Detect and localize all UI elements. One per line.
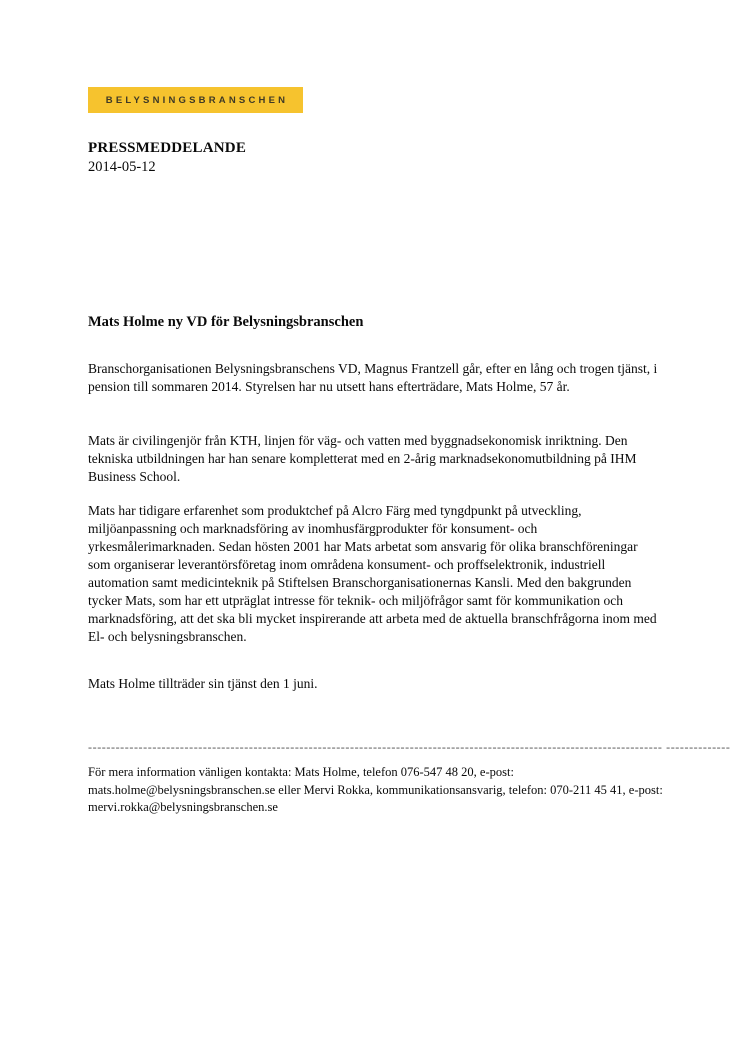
headline: Mats Holme ny VD för Belysningsbranschen <box>88 314 364 330</box>
contact-info: För mera information vänligen kontakta: Mats Holme, telefon 076-547 48 20, e-post: mats.holme@belysningsbranschen.se eller Mervi Rokka, kommunikationsansvarig, telefon: 070-211 45 41, e-post: mervi.rokka@belysningsbranschen.se <box>88 765 663 814</box>
doc-type-label: PRESSMEDDELANDE <box>88 140 247 156</box>
logo-badge <box>88 87 303 113</box>
paragraph-background: Mats har tidigare erfarenhet som produktchef på Alcro Färg med tyngdpunkt på utveckling, miljöanpassning och marknadsföring av inomhusfärgprodukter för konsument- och yrkesmålerimarknaden. Sedan hösten 2001 har Mats arbetat som ansvarig för olika branschföreningar som organiserar leverantörsföretag inom områdena konsument- och proffselektronik, industriell automation samt medicinteknik på Stiftelsen Branschorganisationernas Kansli. Med den bakgrunden tycker Mats, som har ett utpräglat intresse för teknik- och miljöfrågor samt för kommunikation och marknadsföring, att det ska bli mycket inspirerande att arbeta med de aktuella branschfrågorna inom med El- och belysningsbranschen. <box>88 503 657 644</box>
paragraph-education: Mats är civilingenjör från KTH, linjen för väg- och vatten med byggnadsekonomisk inriktning. Den tekniska utbildningen har han senare kompletterat med en 2-årig marknadsekonomutbildning på IHM Business School. <box>88 433 637 484</box>
paragraph-lead: Branschorganisationen Belysningsbranschens VD, Magnus Frantzell går, efter en lång och trogen tjänst, i pension till sommaren 2014. Styrelsen har nu utsett hans efterträdare, Mats Holme, 57 år. <box>88 361 658 394</box>
logo-text: BELYSNINGSBRANSCHEN <box>105 94 289 106</box>
paragraph-start-date: Mats Holme tillträder sin tjänst den 1 juni. <box>88 676 318 691</box>
doc-date: 2014-05-12 <box>88 159 156 175</box>
dashed-separator: ----------------------------------------------------------------------------------------------------------------------------- -------------- <box>88 740 731 754</box>
